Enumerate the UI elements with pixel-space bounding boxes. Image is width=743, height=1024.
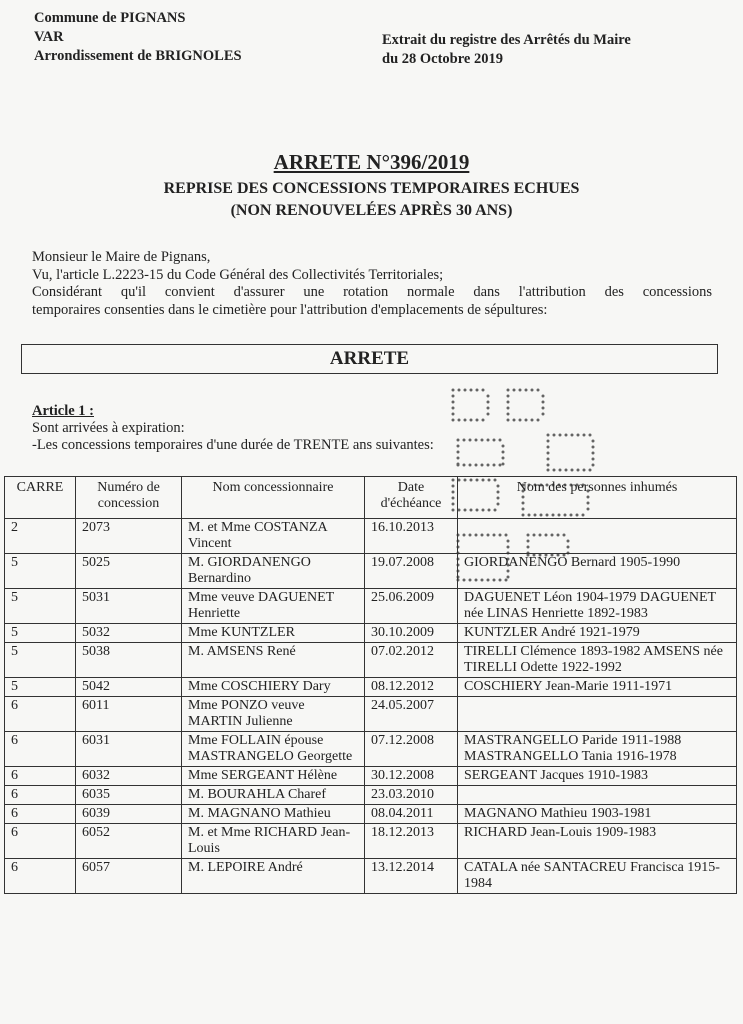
arrondissement: Arrondissement de BRIGNOLES: [34, 48, 242, 64]
commune-name: Commune de PIGNANS: [34, 10, 186, 26]
register-date: du 28 Octobre 2019: [382, 51, 503, 67]
cell-concessionnaire: Mme COSCHIERY Dary: [182, 678, 365, 697]
cell-date: 13.12.2014: [365, 859, 458, 894]
cell-inhumes: SERGEANT Jacques 1910-1983: [458, 767, 737, 786]
cell-inhumes: [458, 519, 737, 554]
cell-inhumes: TIRELLI Clémence 1893-1982 AMSENS née TIRELLI Odette 1922-1992: [458, 643, 737, 678]
cell-numero: 5032: [76, 624, 182, 643]
preamble-line-2: Vu, l'article L.2223-15 du Code Général des Collectivités Territoriales;: [32, 266, 444, 283]
cell-numero: 5042: [76, 678, 182, 697]
cell-concessionnaire: Mme PONZO veuve MARTIN Julienne: [182, 697, 365, 732]
cell-carre: 5: [5, 678, 76, 697]
cell-inhumes: MASTRANGELLO Paride 1911-1988 MASTRANGELLO Tania 1916-1978: [458, 732, 737, 767]
cell-date: 16.10.2013: [365, 519, 458, 554]
cell-carre: 6: [5, 767, 76, 786]
cell-date: 19.07.2008: [365, 554, 458, 589]
decree-title: ARRETE N°396/2019: [273, 150, 470, 174]
cell-carre: 6: [5, 859, 76, 894]
register-header: [382, 31, 631, 69]
cell-numero: 5025: [76, 554, 182, 589]
cell-date: 07.12.2008: [365, 732, 458, 767]
article-line-2: -Les concessions temporaires d'une durée de TRENTE ans suivantes:: [32, 437, 434, 453]
cell-inhumes: CATALA née SANTACREU Francisca 1915-1984: [458, 859, 737, 894]
cell-concessionnaire: M. AMSENS René: [182, 643, 365, 678]
cell-date: 24.05.2007: [365, 697, 458, 732]
preamble-line-3a: Considérant qu'il convient d'assurer une rotation normale dans l'attribution des concessions: [32, 284, 712, 300]
cell-numero: 6032: [76, 767, 182, 786]
cell-numero: 6031: [76, 732, 182, 767]
cell-date: 07.02.2012: [365, 643, 458, 678]
cell-inhumes: COSCHIERY Jean-Marie 1911-1971: [458, 678, 737, 697]
cell-carre: 6: [5, 732, 76, 767]
header-inhumes: Nom des personnes inhumés: [458, 477, 737, 519]
article-line-1: Sont arrivées à expiration:: [32, 420, 185, 436]
table-row: [5, 786, 737, 805]
cell-carre: 2: [5, 519, 76, 554]
decree-subtitle-2: (NON RENOUVELÉES APRÈS 30 ANS): [230, 202, 513, 219]
table-row: [5, 678, 737, 697]
cell-concessionnaire: M. MAGNANO Mathieu: [182, 805, 365, 824]
decree-subtitle-1: REPRISE DES CONCESSIONS TEMPORAIRES ECHUES: [163, 180, 580, 197]
table-row: [5, 643, 737, 678]
cell-inhumes: DAGUENET Léon 1904-1979 DAGUENET née LINAS Henriette 1892-1983: [458, 589, 737, 624]
header-concessionnaire: Nom concessionnaire: [182, 477, 365, 519]
cell-date: 30.10.2009: [365, 624, 458, 643]
cell-concessionnaire: Mme FOLLAIN épouse MASTRANGELO Georgette: [182, 732, 365, 767]
cell-date: 08.12.2012: [365, 678, 458, 697]
table-row: [5, 697, 737, 732]
cell-numero: 5031: [76, 589, 182, 624]
cell-concessionnaire: M. LEPOIRE André: [182, 859, 365, 894]
cell-concessionnaire: M. BOURAHLA Charef: [182, 786, 365, 805]
department: VAR: [34, 29, 64, 45]
cell-concessionnaire: Mme KUNTZLER: [182, 624, 365, 643]
table-row: [5, 767, 737, 786]
cell-concessionnaire: M. GIORDANENGO Bernardino: [182, 554, 365, 589]
cell-date: 18.12.2013: [365, 824, 458, 859]
cell-carre: 5: [5, 643, 76, 678]
table-row: [5, 824, 737, 859]
cell-date: 30.12.2008: [365, 767, 458, 786]
preamble-line-1: Monsieur le Maire de Pignans,: [32, 249, 211, 265]
cell-concessionnaire: Mme veuve DAGUENET Henriette: [182, 589, 365, 624]
table-row: [5, 589, 737, 624]
article-label: Article 1 :: [32, 403, 94, 419]
cell-carre: 6: [5, 786, 76, 805]
cell-date: 23.03.2010: [365, 786, 458, 805]
concessions-table: [4, 476, 737, 894]
cell-concessionnaire: Mme SERGEANT Hélène: [182, 767, 365, 786]
cell-carre: 6: [5, 697, 76, 732]
cell-inhumes: GIORDANENGO Bernard 1905-1990: [458, 554, 737, 589]
header-carre: CARRE: [5, 477, 76, 519]
cell-numero: 6052: [76, 824, 182, 859]
header-numero: Numéro de concession: [76, 477, 182, 519]
register-extract: Extrait du registre des Arrêtés du Maire: [382, 32, 631, 48]
article-1: [32, 403, 434, 454]
cell-numero: 2073: [76, 519, 182, 554]
cell-concessionnaire: M. et Mme COSTANZA Vincent: [182, 519, 365, 554]
cell-numero: 5038: [76, 643, 182, 678]
cell-inhumes: [458, 786, 737, 805]
table-row: [5, 519, 737, 554]
cell-date: 08.04.2011: [365, 805, 458, 824]
cell-numero: 6035: [76, 786, 182, 805]
cell-inhumes: KUNTZLER André 1921-1979: [458, 624, 737, 643]
cell-carre: 5: [5, 554, 76, 589]
table-row: [5, 624, 737, 643]
table-row: [5, 805, 737, 824]
commune-header: [34, 9, 242, 66]
table-row: [5, 732, 737, 767]
cell-concessionnaire: M. et Mme RICHARD Jean-Louis: [182, 824, 365, 859]
cell-carre: 6: [5, 824, 76, 859]
preamble: [32, 249, 712, 319]
table-header-row: [5, 477, 737, 519]
header-date: Date d'échéance: [365, 477, 458, 519]
cell-inhumes: [458, 697, 737, 732]
section-heading: ARRETE: [21, 344, 718, 374]
table-row: [5, 554, 737, 589]
cell-date: 25.06.2009: [365, 589, 458, 624]
cell-inhumes: MAGNANO Mathieu 1903-1981: [458, 805, 737, 824]
cell-carre: 6: [5, 805, 76, 824]
cell-inhumes: RICHARD Jean-Louis 1909-1983: [458, 824, 737, 859]
table-row: [5, 859, 737, 894]
cell-numero: 6011: [76, 697, 182, 732]
preamble-line-3b: temporaires consenties dans le cimetière pour l'attribution d'emplacements de sépultures:: [32, 301, 548, 318]
cell-carre: 5: [5, 589, 76, 624]
cell-numero: 6057: [76, 859, 182, 894]
cell-carre: 5: [5, 624, 76, 643]
cell-numero: 6039: [76, 805, 182, 824]
